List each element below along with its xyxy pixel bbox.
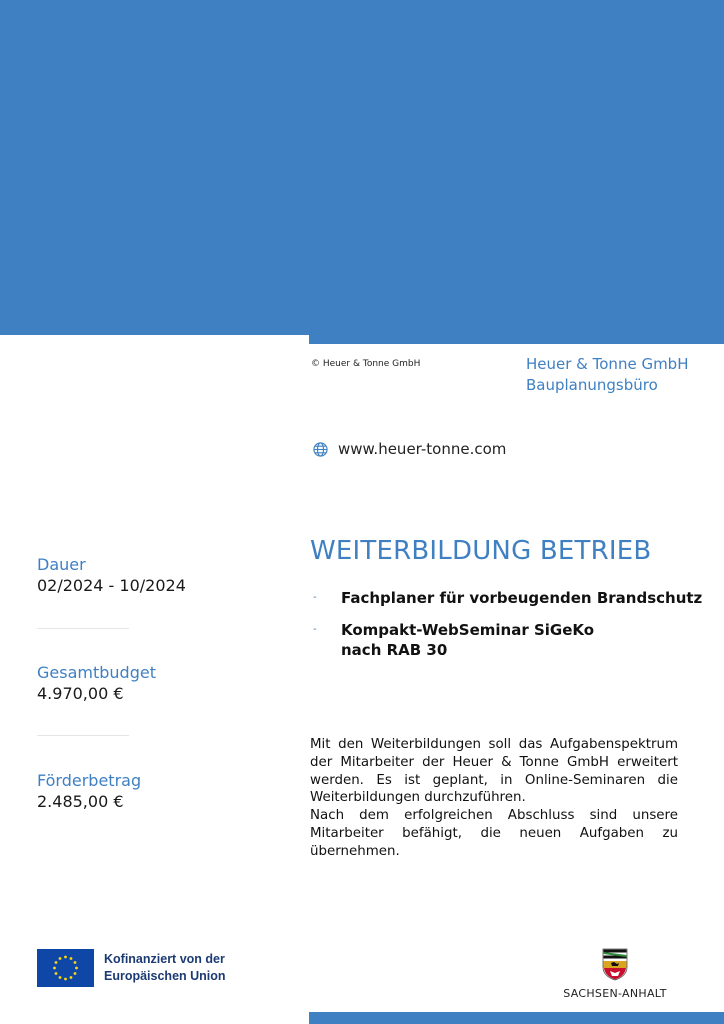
- stat-label: Förderbetrag: [37, 771, 142, 790]
- company-name: Heuer & Tonne GmbH: [526, 355, 689, 373]
- copyright-text: © Heuer & Tonne GmbH: [311, 359, 421, 369]
- eu-text: [104, 951, 226, 985]
- stat-duration: [37, 555, 186, 597]
- coat-of-arms-icon: [601, 947, 629, 981]
- globe-icon: [313, 442, 328, 457]
- page-title: WEITERBILDUNG BETRIEB: [310, 536, 652, 566]
- stat-divider: [37, 628, 129, 629]
- stat-total-budget: [37, 663, 156, 705]
- company-block: [526, 354, 688, 396]
- course-line: Fachplaner für vorbeugenden Brandschutz: [341, 589, 703, 607]
- description-paragraph: Mit den Weiterbildungen soll das Aufgabenspektrum der Mitarbeiter der Heuer & Tonne GmbH erweitert werden. Es ist geplant, in Online-Seminaren die Weiterbildungen durchzuführen.: [310, 737, 678, 806]
- sachsen-anhalt-logo: [560, 947, 670, 1000]
- eu-flag-icon: [37, 949, 94, 987]
- website-line[interactable]: [313, 440, 506, 458]
- eu-text-line: Europäischen Union: [104, 969, 226, 983]
- bullet-marker: -: [313, 624, 317, 635]
- footer-bar: [309, 1012, 724, 1024]
- stat-divider: [37, 735, 129, 736]
- list-item: [313, 620, 713, 660]
- stat-label: Dauer: [37, 555, 86, 574]
- course-title: [341, 620, 594, 660]
- stat-funding: [37, 771, 141, 813]
- company-subtitle: Bauplanungsbüro: [526, 376, 658, 394]
- stat-value: 4.970,00 €: [37, 684, 124, 703]
- stat-label: Gesamtbudget: [37, 663, 156, 682]
- course-title: [341, 588, 702, 608]
- course-list: [313, 588, 713, 672]
- website-link[interactable]: www.heuer-tonne.com: [338, 440, 507, 458]
- description: [310, 736, 678, 861]
- bullet-marker: -: [313, 592, 317, 603]
- list-item: [313, 588, 713, 608]
- state-name: SACHSEN-ANHALT: [563, 987, 667, 1000]
- eu-cofunding-logo: [37, 949, 226, 987]
- course-line: nach RAB 30: [341, 641, 448, 659]
- description-paragraph: Nach dem erfolgreichen Abschluss sind unsere Mitarbeiter befähigt, die neuen Aufgaben zu übernehmen.: [310, 808, 678, 859]
- stat-value: 2.485,00 €: [37, 792, 124, 811]
- eu-text-line: Kofinanziert von der: [104, 952, 225, 966]
- hero-banner: [0, 0, 724, 335]
- course-line: Kompakt-WebSeminar SiGeKo: [341, 621, 595, 639]
- stat-value: 02/2024 - 10/2024: [37, 576, 186, 595]
- accent-bar: [309, 335, 724, 344]
